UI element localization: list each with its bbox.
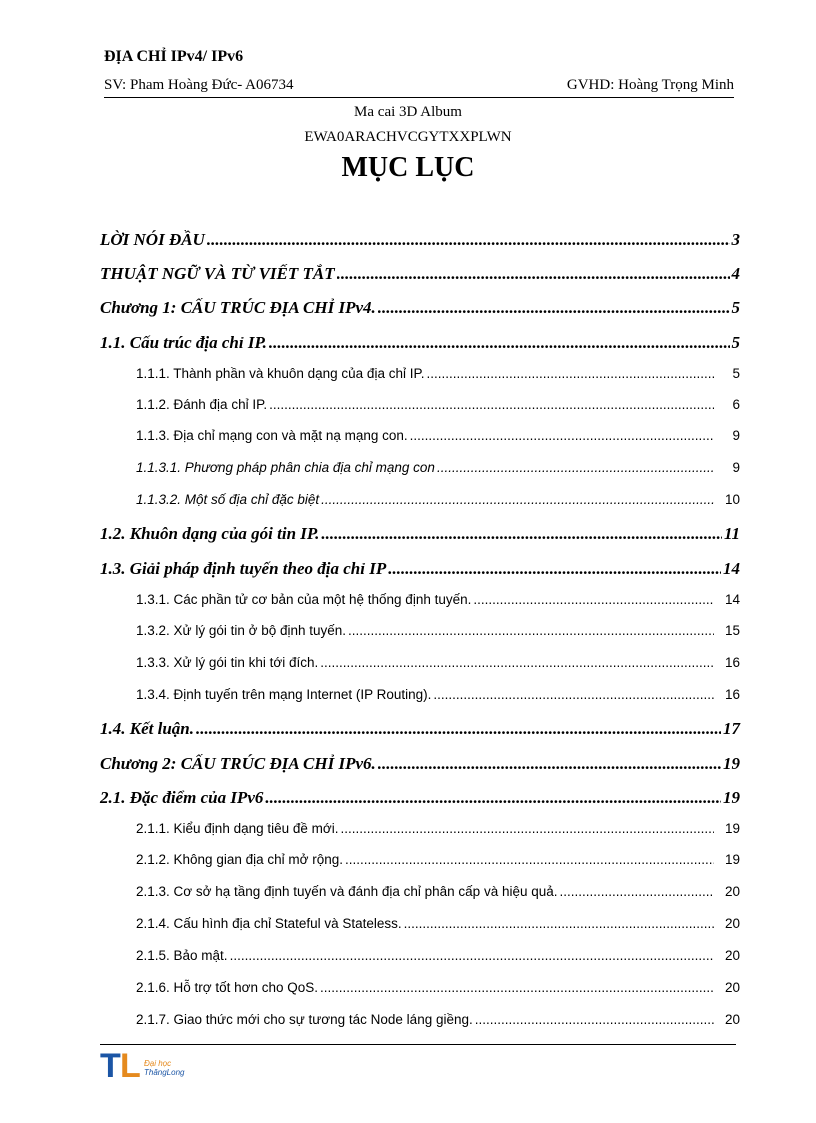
logo-text-bottom: ThăngLong	[144, 1068, 185, 1077]
toc-leader	[321, 492, 714, 507]
toc-page-number: 3	[731, 230, 740, 249]
university-logo	[100, 1048, 210, 1086]
toc-entry[interactable]	[100, 524, 740, 544]
toc-leader	[426, 366, 714, 381]
toc-leader	[348, 623, 714, 638]
toc-leader	[337, 264, 730, 284]
toc-entry[interactable]	[136, 687, 740, 702]
advisor-info: GVHD: Hoàng Trọng Minh	[566, 77, 734, 93]
toc-page-number: 9	[732, 428, 740, 443]
toc-leader	[345, 852, 714, 867]
logo-text-top: Đại học	[144, 1059, 172, 1068]
toc-page-number: 17	[723, 719, 740, 738]
toc-page-number: 19	[723, 788, 740, 807]
toc-entry[interactable]	[136, 916, 740, 931]
toc-page-number: 4	[731, 264, 740, 283]
toc-page-number: 14	[723, 559, 740, 578]
toc-entry[interactable]	[100, 559, 740, 579]
toc-entry[interactable]	[136, 366, 740, 381]
toc-entry[interactable]	[100, 788, 740, 808]
toc-entry-text: 2.1.7. Giao thức mới cho sự tương tác Node láng giềng.	[136, 1012, 473, 1027]
toc-page-number: 20	[724, 916, 740, 931]
toc-entry[interactable]	[136, 980, 740, 995]
toc-entry-text: Chương 2: CẤU TRÚC ĐỊA CHỈ IPv6.	[100, 754, 376, 773]
toc-leader	[269, 333, 730, 353]
toc-entry[interactable]	[136, 460, 740, 475]
toc-entry-text: 2.1.3. Cơ sở hạ tầng định tuyến và đánh địa chỉ phân cấp và hiệu quả.	[136, 884, 558, 899]
toc-entry-text: 2.1.1. Kiểu định dạng tiêu đề mới.	[136, 821, 339, 836]
toc-page-number: 20	[724, 884, 740, 899]
toc-entry[interactable]	[100, 754, 740, 774]
toc-page-number: 5	[731, 333, 740, 352]
toc-entry-text: 1.1.3. Địa chỉ mạng con và mặt nạ mạng con.	[136, 428, 408, 443]
toc-leader	[269, 397, 714, 412]
toc-entry-text: 1.3.3. Xử lý gói tin khi tới đích.	[136, 655, 319, 670]
toc-entry-text: 1.1.1. Thành phần và khuôn dạng của địa chỉ IP.	[136, 366, 425, 381]
toc-leader	[437, 460, 714, 475]
toc-page-number: 19	[723, 754, 740, 773]
toc-leader	[207, 230, 730, 250]
toc-leader	[341, 821, 715, 836]
toc-title: MỤC LỤC	[341, 152, 475, 183]
toc-entry-text: 2.1.6. Hỗ trợ tốt hơn cho QoS.	[136, 980, 319, 995]
toc-page-number: 20	[724, 948, 740, 963]
toc-entry[interactable]	[100, 333, 740, 353]
footer-divider	[100, 1044, 736, 1045]
toc-leader	[433, 687, 714, 702]
toc-page-number: 20	[724, 1012, 740, 1027]
logo-u-glyph: T	[100, 1047, 121, 1085]
toc-entry[interactable]	[100, 719, 740, 739]
toc-entry[interactable]	[100, 264, 740, 284]
toc-entry-text: Chương 1: CẤU TRÚC ĐỊA CHỈ IPv4.	[100, 298, 376, 317]
toc-entry-text: 1.1. Cấu trúc địa chỉ IP.	[100, 333, 267, 352]
album-line-2: EWA0ARACHVCGYTXXPLWN	[304, 129, 512, 145]
toc-entry-text: 1.1.2. Đánh địa chỉ IP.	[136, 397, 268, 412]
toc-page-number: 9	[732, 460, 740, 475]
toc-entry[interactable]	[136, 852, 740, 867]
toc-page-number: 11	[723, 524, 740, 543]
toc-entry-text: 1.1.3.1. Phương pháp phân chia địa chỉ mạng con	[136, 460, 435, 475]
toc-leader	[321, 524, 722, 544]
toc-entry-text: 1.2. Khuôn dạng của gói tin IP.	[100, 524, 320, 543]
toc-leader	[388, 559, 721, 579]
header-row	[104, 77, 734, 98]
toc-entry[interactable]	[136, 623, 740, 638]
toc-page-number: 10	[724, 492, 740, 507]
toc-page-number: 6	[732, 397, 740, 412]
toc-leader	[320, 980, 714, 995]
toc-page-number: 5	[732, 366, 740, 381]
toc-entry[interactable]	[100, 230, 740, 250]
toc-page-number: 16	[724, 687, 740, 702]
toc-entry-text: 2.1.2. Không gian địa chỉ mở rộng.	[136, 852, 343, 867]
toc-leader	[265, 788, 721, 808]
toc-entry-text: LỜI NÓI ĐẦU	[100, 230, 205, 249]
toc-leader	[196, 719, 721, 739]
toc-entry-text: 2.1. Đặc điểm của IPv6	[100, 788, 264, 807]
toc-leader	[560, 884, 715, 899]
toc-leader	[475, 1012, 714, 1027]
toc-page-number: 14	[724, 592, 740, 607]
toc-page-number: 15	[724, 623, 740, 638]
toc-entry[interactable]	[136, 655, 740, 670]
toc-page-number: 5	[731, 298, 740, 317]
toc-leader	[320, 655, 714, 670]
toc-leader	[410, 428, 714, 443]
toc-entry-text: 1.3.4. Định tuyến trên mạng Internet (IP Routing).	[136, 687, 432, 702]
toc-entry[interactable]	[136, 884, 740, 899]
toc-entry[interactable]	[100, 298, 740, 318]
toc-leader	[378, 298, 730, 318]
toc-leader	[230, 948, 714, 963]
toc-leader	[473, 592, 714, 607]
toc-leader	[378, 754, 721, 774]
toc-entry[interactable]	[136, 592, 740, 607]
toc-entry[interactable]	[136, 397, 740, 412]
toc-entry[interactable]	[136, 492, 740, 507]
toc-entry[interactable]	[136, 428, 740, 443]
toc-leader	[404, 916, 714, 931]
toc-page-number: 19	[724, 821, 740, 836]
toc-entry[interactable]	[136, 948, 740, 963]
toc-entry-text: 1.1.3.2. Một số địa chỉ đặc biệt	[136, 492, 320, 507]
student-info: SV: Pham Hoàng Đức- A06734	[104, 77, 294, 93]
toc-entry-text: 2.1.5. Bảo mật.	[136, 948, 228, 963]
toc-entry-text: 1.3.2. Xử lý gói tin ở bộ định tuyến.	[136, 623, 347, 638]
album-line-1: Ma cai 3D Album	[354, 104, 462, 120]
toc-entry-text: THUẬT NGỮ VÀ TỪ VIẾT TẮT	[100, 264, 335, 283]
toc-page-number: 19	[724, 852, 740, 867]
toc-entry-text: 1.3.1. Các phần tử cơ bản của một hệ thống định tuyến.	[136, 592, 472, 607]
toc-entry[interactable]	[136, 821, 740, 836]
logo-l-glyph: L	[120, 1047, 141, 1085]
document-title: ĐỊA CHỈ IPv4/ IPv6	[104, 48, 244, 65]
toc-entry-text: 1.3. Giải pháp định tuyến theo địa chỉ IP	[100, 559, 387, 578]
toc-entry[interactable]	[136, 1012, 740, 1027]
toc-page-number: 16	[724, 655, 740, 670]
toc-entry-text: 2.1.4. Cấu hình địa chỉ Stateful và Stateless.	[136, 916, 402, 931]
toc-page-number: 20	[724, 980, 740, 995]
toc-entry-text: 1.4. Kết luận.	[100, 719, 194, 738]
